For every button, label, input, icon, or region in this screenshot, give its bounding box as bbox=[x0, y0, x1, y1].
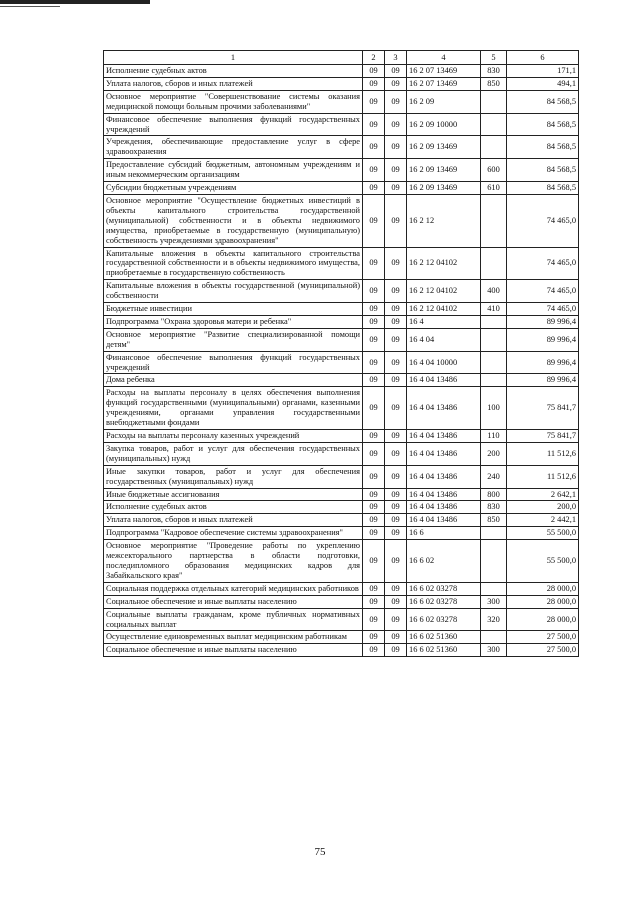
table-body bbox=[104, 65, 579, 657]
row-section-code: 09 bbox=[363, 90, 385, 113]
row-target-article: 16 2 09 bbox=[407, 90, 481, 113]
row-section-code: 09 bbox=[363, 194, 385, 247]
row-section-code: 09 bbox=[363, 113, 385, 136]
table-row bbox=[104, 501, 579, 514]
row-name: Расходы на выплаты персоналу в целях обеспечения выполнения функций государственными (муниципальными) органами, казенными учреждениями, органами управления государственными внебюджетными фондами bbox=[104, 387, 363, 430]
row-target-article: 16 4 04 13486 bbox=[407, 374, 481, 387]
row-expense-type: 610 bbox=[481, 182, 507, 195]
row-amount: 89 996,4 bbox=[507, 374, 579, 387]
row-section-code: 09 bbox=[363, 501, 385, 514]
row-amount: 89 996,4 bbox=[507, 315, 579, 328]
row-amount: 75 841,7 bbox=[507, 387, 579, 430]
table-row bbox=[104, 136, 579, 159]
row-expense-type: 830 bbox=[481, 501, 507, 514]
row-expense-type: 300 bbox=[481, 595, 507, 608]
table-row bbox=[104, 351, 579, 374]
row-section-code: 09 bbox=[363, 595, 385, 608]
row-subsection-code: 09 bbox=[385, 527, 407, 540]
row-name: Предоставление субсидий бюджетным, автономным учреждениям и иным некоммерческим организациям bbox=[104, 159, 363, 182]
header-col-section: 2 bbox=[363, 51, 385, 65]
row-expense-type: 200 bbox=[481, 442, 507, 465]
table-row bbox=[104, 194, 579, 247]
row-subsection-code: 09 bbox=[385, 77, 407, 90]
row-name: Подпрограмма "Кадровое обеспечение системы здравоохранения" bbox=[104, 527, 363, 540]
row-amount: 74 465,0 bbox=[507, 280, 579, 303]
row-target-article: 16 6 02 bbox=[407, 540, 481, 583]
row-expense-type bbox=[481, 351, 507, 374]
table-row bbox=[104, 595, 579, 608]
row-name: Расходы на выплаты персоналу казенных учреждений bbox=[104, 430, 363, 443]
table-row bbox=[104, 65, 579, 78]
row-target-article: 16 4 04 13486 bbox=[407, 387, 481, 430]
row-expense-type: 600 bbox=[481, 159, 507, 182]
row-section-code: 09 bbox=[363, 280, 385, 303]
table-row bbox=[104, 442, 579, 465]
row-subsection-code: 09 bbox=[385, 430, 407, 443]
table-row bbox=[104, 582, 579, 595]
row-name: Дома ребенка bbox=[104, 374, 363, 387]
row-expense-type bbox=[481, 328, 507, 351]
row-amount: 171,1 bbox=[507, 65, 579, 78]
header-col-expense-type: 5 bbox=[481, 51, 507, 65]
row-name: Исполнение судебных актов bbox=[104, 501, 363, 514]
row-expense-type bbox=[481, 631, 507, 644]
row-expense-type bbox=[481, 527, 507, 540]
row-subsection-code: 09 bbox=[385, 387, 407, 430]
table-row bbox=[104, 90, 579, 113]
scan-edge-mark-thin bbox=[0, 6, 60, 7]
row-name: Социальное обеспечение и иные выплаты населению bbox=[104, 595, 363, 608]
row-section-code: 09 bbox=[363, 136, 385, 159]
row-expense-type: 800 bbox=[481, 488, 507, 501]
row-section-code: 09 bbox=[363, 328, 385, 351]
header-col-subsection: 3 bbox=[385, 51, 407, 65]
row-target-article: 16 4 04 13486 bbox=[407, 488, 481, 501]
row-subsection-code: 09 bbox=[385, 644, 407, 657]
row-section-code: 09 bbox=[363, 442, 385, 465]
row-target-article: 16 6 bbox=[407, 527, 481, 540]
row-amount: 28 000,0 bbox=[507, 595, 579, 608]
row-target-article: 16 2 09 13469 bbox=[407, 159, 481, 182]
row-subsection-code: 09 bbox=[385, 540, 407, 583]
row-subsection-code: 09 bbox=[385, 65, 407, 78]
row-amount: 84 568,5 bbox=[507, 182, 579, 195]
row-target-article: 16 4 04 13486 bbox=[407, 442, 481, 465]
row-name: Исполнение судебных актов bbox=[104, 65, 363, 78]
row-expense-type: 850 bbox=[481, 514, 507, 527]
row-expense-type: 320 bbox=[481, 608, 507, 631]
row-expense-type: 100 bbox=[481, 387, 507, 430]
row-name: Финансовое обеспечение выполнения функций государственных учреждений bbox=[104, 113, 363, 136]
row-expense-type: 240 bbox=[481, 465, 507, 488]
row-name: Субсидии бюджетным учреждениям bbox=[104, 182, 363, 195]
row-subsection-code: 09 bbox=[385, 374, 407, 387]
scan-edge-mark bbox=[0, 0, 150, 4]
row-name: Основное мероприятие "Проведение работы по укреплению межсекторального партнерства в области подготовки, последипломного образования медицинских кадров для Забайкальского края" bbox=[104, 540, 363, 583]
table-row bbox=[104, 303, 579, 316]
table-row bbox=[104, 430, 579, 443]
row-expense-type bbox=[481, 540, 507, 583]
row-section-code: 09 bbox=[363, 303, 385, 316]
row-subsection-code: 09 bbox=[385, 488, 407, 501]
row-name: Социальные выплаты гражданам, кроме публичных нормативных социальных выплат bbox=[104, 608, 363, 631]
row-target-article: 16 4 04 13486 bbox=[407, 501, 481, 514]
row-name: Финансовое обеспечение выполнения функций государственных учреждений bbox=[104, 351, 363, 374]
row-section-code: 09 bbox=[363, 465, 385, 488]
row-section-code: 09 bbox=[363, 430, 385, 443]
row-section-code: 09 bbox=[363, 631, 385, 644]
row-section-code: 09 bbox=[363, 351, 385, 374]
page-number: 75 bbox=[314, 846, 326, 858]
table-row bbox=[104, 113, 579, 136]
row-target-article: 16 2 12 04102 bbox=[407, 303, 481, 316]
header-col-name: 1 bbox=[104, 51, 363, 65]
row-expense-type bbox=[481, 315, 507, 328]
row-name: Закупка товаров, работ и услуг для обеспечения государственных (муниципальных) нужд bbox=[104, 442, 363, 465]
row-amount: 494,1 bbox=[507, 77, 579, 90]
row-expense-type: 300 bbox=[481, 644, 507, 657]
row-target-article: 16 2 07 13469 bbox=[407, 65, 481, 78]
row-target-article: 16 2 07 13469 bbox=[407, 77, 481, 90]
row-subsection-code: 09 bbox=[385, 113, 407, 136]
table-row bbox=[104, 315, 579, 328]
row-amount: 11 512,6 bbox=[507, 442, 579, 465]
row-section-code: 09 bbox=[363, 65, 385, 78]
row-target-article: 16 4 bbox=[407, 315, 481, 328]
row-section-code: 09 bbox=[363, 77, 385, 90]
row-section-code: 09 bbox=[363, 644, 385, 657]
row-expense-type bbox=[481, 113, 507, 136]
table-row bbox=[104, 488, 579, 501]
header-row bbox=[104, 51, 579, 65]
row-target-article: 16 2 09 13469 bbox=[407, 136, 481, 159]
row-subsection-code: 09 bbox=[385, 582, 407, 595]
row-section-code: 09 bbox=[363, 582, 385, 595]
table-row bbox=[104, 644, 579, 657]
row-name: Социальное обеспечение и иные выплаты населению bbox=[104, 644, 363, 657]
row-amount: 84 568,5 bbox=[507, 159, 579, 182]
row-amount: 27 500,0 bbox=[507, 631, 579, 644]
table-row bbox=[104, 374, 579, 387]
row-section-code: 09 bbox=[363, 514, 385, 527]
row-subsection-code: 09 bbox=[385, 514, 407, 527]
row-name: Уплата налогов, сборов и иных платежей bbox=[104, 514, 363, 527]
row-name: Осуществление единовременных выплат медицинским работникам bbox=[104, 631, 363, 644]
row-section-code: 09 bbox=[363, 247, 385, 280]
row-name: Капитальные вложения в объекты капитального строительства государственной собственности и в объекты недвижимого имущества, приобретаемые в государственную собственность bbox=[104, 247, 363, 280]
row-subsection-code: 09 bbox=[385, 182, 407, 195]
row-expense-type: 410 bbox=[481, 303, 507, 316]
row-subsection-code: 09 bbox=[385, 465, 407, 488]
row-amount: 74 465,0 bbox=[507, 247, 579, 280]
row-expense-type bbox=[481, 90, 507, 113]
row-section-code: 09 bbox=[363, 608, 385, 631]
row-expense-type bbox=[481, 136, 507, 159]
row-section-code: 09 bbox=[363, 387, 385, 430]
row-target-article: 16 6 02 03278 bbox=[407, 582, 481, 595]
header-col-target-article: 4 bbox=[407, 51, 481, 65]
table-row bbox=[104, 527, 579, 540]
row-expense-type: 400 bbox=[481, 280, 507, 303]
row-subsection-code: 09 bbox=[385, 194, 407, 247]
row-expense-type bbox=[481, 582, 507, 595]
row-name: Бюджетные инвестиции bbox=[104, 303, 363, 316]
row-subsection-code: 09 bbox=[385, 315, 407, 328]
table-row bbox=[104, 514, 579, 527]
row-name: Учреждения, обеспечивающие предоставление услуг в сфере здравоохранения bbox=[104, 136, 363, 159]
row-expense-type: 850 bbox=[481, 77, 507, 90]
row-subsection-code: 09 bbox=[385, 351, 407, 374]
row-expense-type bbox=[481, 247, 507, 280]
row-amount: 84 568,5 bbox=[507, 136, 579, 159]
row-target-article: 16 6 02 03278 bbox=[407, 595, 481, 608]
row-subsection-code: 09 bbox=[385, 136, 407, 159]
row-subsection-code: 09 bbox=[385, 608, 407, 631]
row-subsection-code: 09 bbox=[385, 280, 407, 303]
row-amount: 89 996,4 bbox=[507, 351, 579, 374]
row-amount: 200,0 bbox=[507, 501, 579, 514]
table-row bbox=[104, 247, 579, 280]
row-amount: 27 500,0 bbox=[507, 644, 579, 657]
row-target-article: 16 4 04 13486 bbox=[407, 430, 481, 443]
row-section-code: 09 bbox=[363, 182, 385, 195]
row-name: Социальная поддержка отдельных категорий медицинских работников bbox=[104, 582, 363, 595]
row-target-article: 16 6 02 51360 bbox=[407, 644, 481, 657]
row-expense-type: 110 bbox=[481, 430, 507, 443]
table-row bbox=[104, 608, 579, 631]
row-amount: 11 512,6 bbox=[507, 465, 579, 488]
row-target-article: 16 2 12 bbox=[407, 194, 481, 247]
table-row bbox=[104, 159, 579, 182]
row-section-code: 09 bbox=[363, 374, 385, 387]
budget-table bbox=[103, 50, 579, 657]
row-amount: 74 465,0 bbox=[507, 303, 579, 316]
row-name: Иные бюджетные ассигнования bbox=[104, 488, 363, 501]
row-name: Основное мероприятие "Совершенствование системы оказания медицинской помощи больным прочими заболеваниями" bbox=[104, 90, 363, 113]
row-target-article: 16 2 12 04102 bbox=[407, 280, 481, 303]
table-row bbox=[104, 280, 579, 303]
row-subsection-code: 09 bbox=[385, 159, 407, 182]
row-subsection-code: 09 bbox=[385, 90, 407, 113]
row-target-article: 16 4 04 10000 bbox=[407, 351, 481, 374]
row-name: Капитальные вложения в объекты государственной (муниципальной) собственности bbox=[104, 280, 363, 303]
row-section-code: 09 bbox=[363, 527, 385, 540]
table-row bbox=[104, 182, 579, 195]
row-target-article: 16 6 02 51360 bbox=[407, 631, 481, 644]
row-name: Иные закупки товаров, работ и услуг для обеспечения государственных (муниципальных) нужд bbox=[104, 465, 363, 488]
row-target-article: 16 2 12 04102 bbox=[407, 247, 481, 280]
row-expense-type: 830 bbox=[481, 65, 507, 78]
row-amount: 84 568,5 bbox=[507, 90, 579, 113]
row-target-article: 16 2 09 13469 bbox=[407, 182, 481, 195]
table-row bbox=[104, 631, 579, 644]
row-name: Основное мероприятие "Развитие специализированной помощи детям" bbox=[104, 328, 363, 351]
row-target-article: 16 4 04 13486 bbox=[407, 465, 481, 488]
row-amount: 28 000,0 bbox=[507, 582, 579, 595]
row-section-code: 09 bbox=[363, 315, 385, 328]
table-row bbox=[104, 328, 579, 351]
row-subsection-code: 09 bbox=[385, 595, 407, 608]
table-row bbox=[104, 465, 579, 488]
row-expense-type bbox=[481, 374, 507, 387]
table-row bbox=[104, 540, 579, 583]
row-name: Подпрограмма "Охрана здоровья матери и ребенка" bbox=[104, 315, 363, 328]
row-target-article: 16 4 04 13486 bbox=[407, 514, 481, 527]
row-name: Уплата налогов, сборов и иных платежей bbox=[104, 77, 363, 90]
row-amount: 75 841,7 bbox=[507, 430, 579, 443]
row-amount: 55 500,0 bbox=[507, 527, 579, 540]
row-amount: 2 442,1 bbox=[507, 514, 579, 527]
row-amount: 84 568,5 bbox=[507, 113, 579, 136]
row-target-article: 16 4 04 bbox=[407, 328, 481, 351]
row-name: Основное мероприятие "Осуществление бюджетных инвестиций в объекты капитального строительства государственной (муниципальной) собственности и в объекты недвижимого имущества, приобретаемые в государственную (муниципальную) собственность учреждениями здравоохранения" bbox=[104, 194, 363, 247]
row-expense-type bbox=[481, 194, 507, 247]
row-amount: 89 996,4 bbox=[507, 328, 579, 351]
row-target-article: 16 6 02 03278 bbox=[407, 608, 481, 631]
row-amount: 28 000,0 bbox=[507, 608, 579, 631]
row-subsection-code: 09 bbox=[385, 631, 407, 644]
row-subsection-code: 09 bbox=[385, 247, 407, 280]
row-amount: 55 500,0 bbox=[507, 540, 579, 583]
row-section-code: 09 bbox=[363, 159, 385, 182]
row-target-article: 16 2 09 10000 bbox=[407, 113, 481, 136]
row-section-code: 09 bbox=[363, 540, 385, 583]
header-col-amount: 6 bbox=[507, 51, 579, 65]
table-row bbox=[104, 77, 579, 90]
row-section-code: 09 bbox=[363, 488, 385, 501]
row-subsection-code: 09 bbox=[385, 328, 407, 351]
row-subsection-code: 09 bbox=[385, 501, 407, 514]
table-row bbox=[104, 387, 579, 430]
row-subsection-code: 09 bbox=[385, 442, 407, 465]
row-amount: 74 465,0 bbox=[507, 194, 579, 247]
row-amount: 2 642,1 bbox=[507, 488, 579, 501]
row-subsection-code: 09 bbox=[385, 303, 407, 316]
